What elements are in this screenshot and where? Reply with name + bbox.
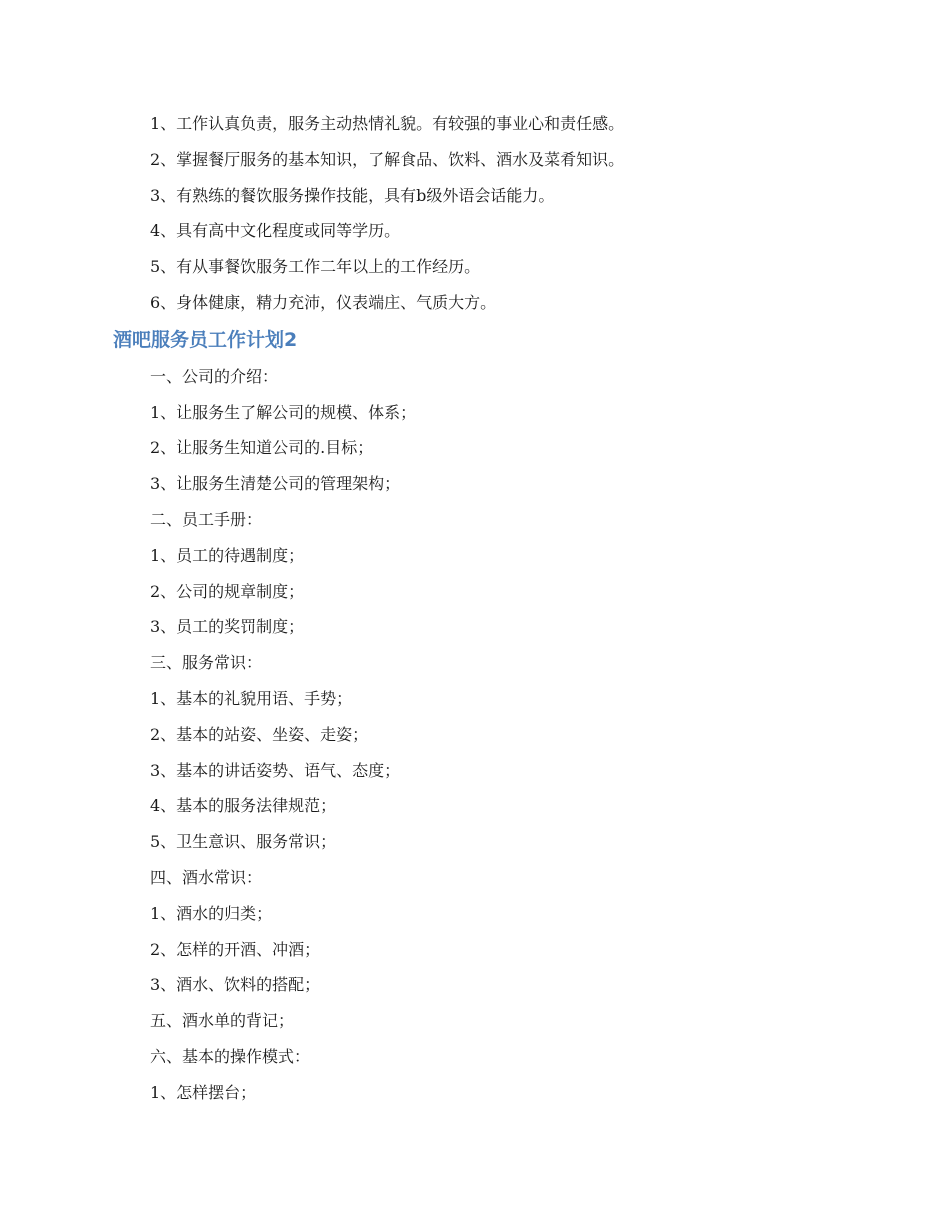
plan-line: 3、酒水、饮料的搭配；	[150, 975, 321, 995]
plan-line: 2、基本的站姿、坐姿、走姿；	[150, 724, 369, 744]
plan-line: 2、让服务生知道公司的.目标；	[150, 438, 374, 458]
plan-line: 1、怎样摆台；	[150, 1082, 257, 1102]
plan-line: 1、让服务生了解公司的规模、体系；	[150, 402, 417, 422]
plan-line: 一、公司的介绍：	[150, 366, 279, 386]
plan-line: 3、让服务生清楚公司的管理架构；	[150, 474, 401, 494]
plan-line: 1、酒水的归类；	[150, 903, 273, 923]
requirement-line: 2、掌握餐厅服务的基本知识，了解食品、饮料、酒水及菜肴知识。	[150, 149, 625, 169]
requirement-line: 4、具有高中文化程度或同等学历。	[150, 221, 401, 241]
plan-line: 三、服务常识：	[150, 653, 263, 673]
plan-line: 六、基本的操作模式：	[150, 1046, 311, 1066]
section-heading: 酒吧服务员工作计划2	[113, 328, 298, 351]
requirement-line: 6、身体健康，精力充沛，仪表端庄、气质大方。	[150, 292, 497, 312]
plan-line: 3、基本的讲话姿势、语气、态度；	[150, 760, 401, 780]
plan-line: 四、酒水常识：	[150, 867, 263, 887]
plan-line: 4、基本的服务法律规范；	[150, 796, 337, 816]
requirement-line: 5、有从事餐饮服务工作二年以上的工作经历。	[150, 257, 481, 277]
plan-line: 3、员工的奖罚制度；	[150, 617, 305, 637]
plan-line: 5、卫生意识、服务常识；	[150, 832, 337, 852]
plan-line: 1、员工的待遇制度；	[150, 545, 305, 565]
requirement-line: 1、工作认真负责，服务主动热情礼貌。有较强的事业心和责任感。	[150, 114, 625, 133]
plan-line: 2、怎样的开酒、冲酒；	[150, 939, 321, 959]
plan-line: 五、酒水单的背记；	[150, 1011, 295, 1031]
plan-line: 2、公司的规章制度；	[150, 581, 305, 601]
plan-line: 二、员工手册：	[150, 509, 263, 529]
requirement-line: 3、有熟练的餐饮服务操作技能，具有b级外语会话能力。	[150, 185, 555, 205]
document-content	[0, 106, 950, 1111]
plan-line: 1、基本的礼貌用语、手势；	[150, 688, 353, 708]
